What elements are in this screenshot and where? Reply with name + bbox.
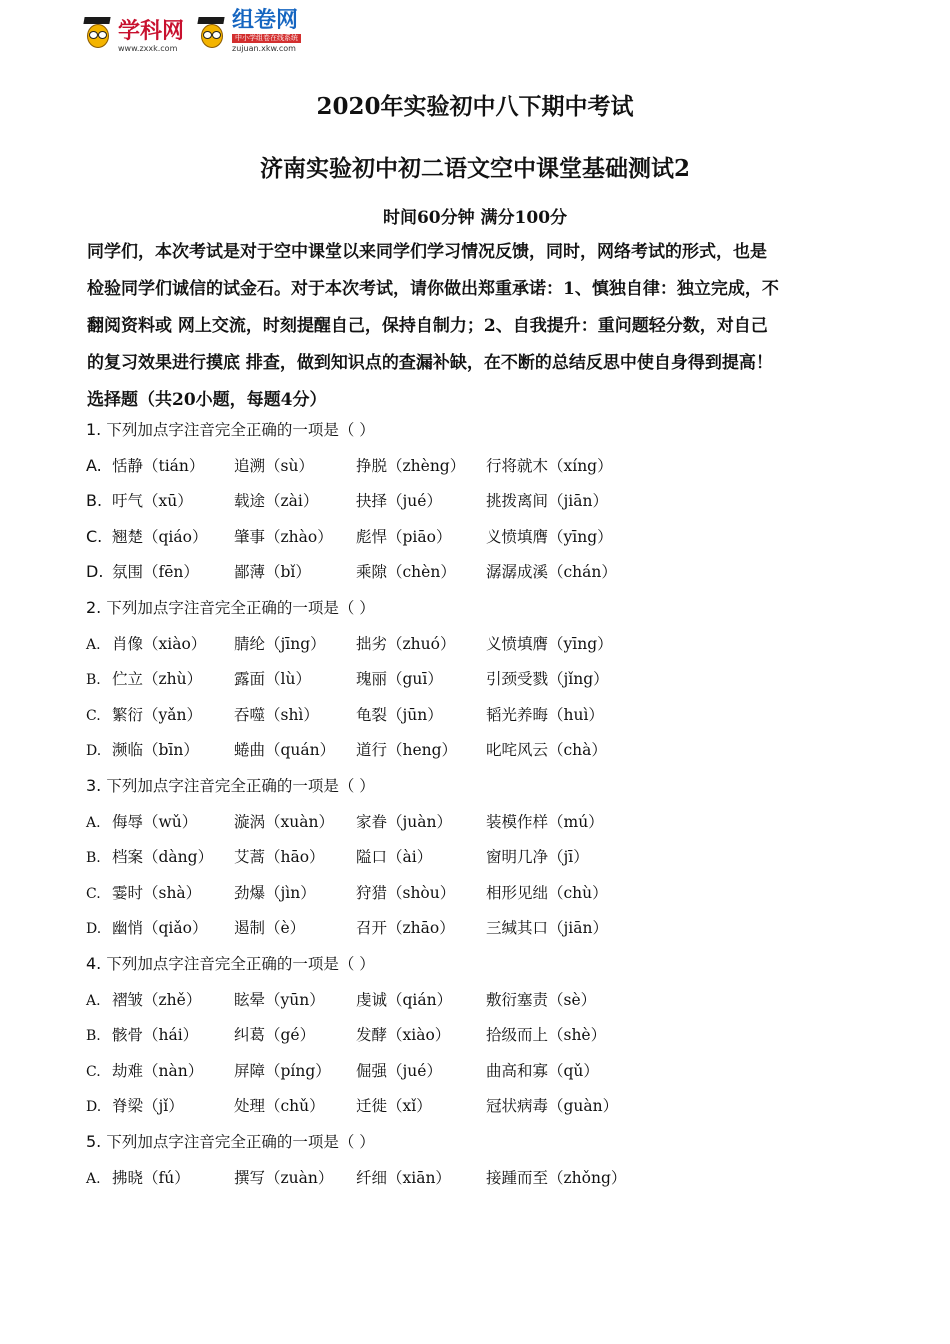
- option-word: 氛围（fēn）: [112, 563, 199, 582]
- option-word: 撰写（zuàn）: [234, 1168, 334, 1187]
- option-word: 召开（zhāo）: [356, 919, 455, 938]
- option-word: 接踵而至（zhǒng）: [486, 1168, 627, 1187]
- time-and-score: 时间60分钟 满分100分: [382, 208, 568, 228]
- option-label: B.: [86, 1028, 101, 1045]
- option-word: 相形见绌（chù）: [486, 883, 608, 902]
- option-word: 漩涡（xuàn）: [234, 812, 334, 831]
- option-row[interactable]: [86, 1059, 599, 1083]
- option-label: C.: [86, 885, 101, 902]
- option-word: 劲爆（jìn）: [234, 883, 316, 902]
- option-word: 吞噬（shì）: [234, 705, 319, 724]
- option-word: 处理（chǔ）: [234, 1097, 325, 1116]
- intro-line: 翻阅资料或 网上交流，时刻提醒自己，保持自制力；2、自我提升：重问题轻分数，对自己: [87, 316, 768, 336]
- option-row[interactable]: [86, 1166, 627, 1190]
- question-stem: [86, 1130, 375, 1154]
- brand-zujuanwang: [232, 10, 301, 53]
- option-word: 龟裂（jūn）: [356, 705, 443, 724]
- option-word: 载途（zài）: [234, 492, 319, 511]
- option-label: A.: [86, 814, 101, 831]
- option-word: 倔强（jué）: [356, 1061, 442, 1080]
- option-word: 窗明几净（jī）: [486, 848, 589, 867]
- option-word: 幽悄（qiǎo）: [112, 919, 208, 938]
- option-word: 家眷（juàn）: [356, 812, 453, 831]
- question-stem: [86, 774, 375, 798]
- question-stem: [86, 596, 375, 620]
- option-row[interactable]: [86, 881, 608, 905]
- option-word: 挣脱（zhèng）: [356, 456, 466, 475]
- option-word: 眩晕（yūn）: [234, 990, 325, 1009]
- option-row[interactable]: [86, 632, 613, 656]
- question-text: 下列加点字注音完全正确的一项是（ ）: [106, 421, 375, 439]
- brand-url: zujuan.xkw.com: [232, 44, 296, 53]
- option-row[interactable]: [86, 810, 604, 834]
- option-label: D.: [86, 1099, 102, 1116]
- option-word: 韬光养晦（huì）: [486, 705, 604, 724]
- option-label: C.: [86, 526, 103, 546]
- option-label: B.: [86, 672, 101, 689]
- option-row[interactable]: [86, 489, 608, 513]
- option-label: A.: [86, 992, 101, 1009]
- question-number: 3.: [86, 776, 107, 795]
- option-word: 彪悍（piāo）: [356, 527, 452, 546]
- option-word: 霎时（shà）: [112, 883, 202, 902]
- option-word: 义愤填膺（yīng）: [486, 634, 613, 653]
- option-word: 档案（dàng）: [112, 848, 214, 867]
- option-word: 鄙薄（bǐ）: [234, 563, 311, 582]
- option-word: 道行（heng）: [356, 741, 458, 760]
- option-word: 装模作样（mú）: [486, 812, 604, 831]
- option-word: 乘隙（chèn）: [356, 563, 456, 582]
- intro-line: 的复习效果进行摸底 排查，做到知识点的查漏补缺，在不断的总结反思中使自身得到提高！: [87, 353, 773, 373]
- option-row[interactable]: [86, 703, 604, 727]
- option-word: 艾蒿（hāo）: [234, 848, 325, 867]
- test-title: 济南实验初中初二语文空中课堂基础测试2: [259, 155, 690, 182]
- option-row[interactable]: [86, 667, 609, 691]
- section-title: 选择题（共20小题，每题4分）: [87, 390, 327, 410]
- question-text: 下列加点字注音完全正确的一项是（ ）: [106, 955, 375, 973]
- option-word: 肇事（zhào）: [234, 527, 333, 546]
- option-word: 纠葛（gé）: [234, 1026, 316, 1045]
- option-word: 狩猎（shòu）: [356, 883, 456, 902]
- option-word: 露面（lù）: [234, 670, 311, 689]
- question-text: 下列加点字注音完全正确的一项是（ ）: [106, 777, 375, 795]
- option-row[interactable]: [86, 525, 613, 549]
- option-label: A.: [86, 1170, 101, 1187]
- option-word: 发酵（xiào）: [356, 1026, 451, 1045]
- option-word: 吁气（xū）: [112, 492, 193, 511]
- option-word: 拾级而上（shè）: [486, 1026, 607, 1045]
- brand-url: www.zxxk.com: [118, 44, 178, 53]
- option-row[interactable]: [86, 1094, 619, 1118]
- option-word: 曲高和寡（qǔ）: [486, 1061, 599, 1080]
- option-word: 肖像（xiào）: [112, 634, 207, 653]
- intro-line: 检验同学们诚信的试金石。对于本次考试，请你做出郑重承诺：1、慎独自律：独立完成，不: [87, 279, 779, 299]
- option-row[interactable]: [86, 738, 607, 762]
- option-word: 三缄其口（jiān）: [486, 919, 608, 938]
- option-word: 追溯（sù）: [234, 456, 314, 475]
- option-word: 腈纶（jīng）: [234, 634, 326, 653]
- option-word: 潺潺成溪（chán）: [486, 563, 617, 582]
- question-number: 1.: [86, 420, 107, 439]
- option-label: D.: [86, 743, 102, 760]
- option-word: 迁徙（xǐ）: [356, 1097, 432, 1116]
- option-label: D.: [86, 921, 102, 938]
- mascot-icon: [84, 15, 110, 53]
- question-stem: [86, 952, 375, 976]
- option-word: 拂晓（fú）: [112, 1168, 190, 1187]
- brand-name: 学科网: [118, 19, 185, 44]
- option-word: 纤细（xiān）: [356, 1168, 451, 1187]
- question-number: 2.: [86, 598, 107, 617]
- question-text: 下列加点字注音完全正确的一项是（ ）: [106, 1133, 375, 1151]
- brand-name: 组卷网: [232, 8, 299, 33]
- option-row[interactable]: [86, 916, 608, 940]
- option-word: 脊梁（jǐ）: [112, 1097, 184, 1116]
- option-label: A.: [86, 455, 102, 475]
- option-word: 屏障（píng）: [234, 1061, 331, 1080]
- option-word: 侮辱（wǔ）: [112, 812, 198, 831]
- brand-xuekewang: [118, 21, 184, 53]
- option-word: 敷衍塞责（sè）: [486, 990, 597, 1009]
- option-word: 拙劣（zhuó）: [356, 634, 456, 653]
- option-word: 褶皱（zhě）: [112, 990, 202, 1009]
- brand-tag: 中小学组卷在线系统: [232, 34, 301, 43]
- option-word: 伫立（zhù）: [112, 670, 203, 689]
- option-row[interactable]: [86, 988, 597, 1012]
- option-word: 劫难（nàn）: [112, 1061, 204, 1080]
- option-word: 义愤填膺（yīng）: [486, 527, 613, 546]
- question-number: 5.: [86, 1132, 107, 1151]
- option-word: 恬静（tián）: [112, 456, 205, 475]
- intro-paragraph: [87, 234, 865, 382]
- option-word: 行将就木（xíng）: [486, 456, 613, 475]
- intro-line: 同学们，本次考试是对于空中课堂以来同学们学习情况反馈，同时，网络考试的形式，也是: [87, 242, 767, 262]
- option-row[interactable]: [86, 454, 613, 478]
- option-word: 遏制（è）: [234, 919, 306, 938]
- option-word: 冠状病毒（guàn）: [486, 1097, 619, 1116]
- option-row[interactable]: [86, 845, 589, 869]
- option-word: 蜷曲（quán）: [234, 741, 336, 760]
- option-word: 繁衍（yǎn）: [112, 705, 202, 724]
- option-word: 引颈受戮（jǐng）: [486, 670, 609, 689]
- option-label: B.: [86, 491, 103, 511]
- option-word: 瑰丽（guī）: [356, 670, 443, 689]
- option-word: 抉择（jué）: [356, 492, 442, 511]
- option-word: 骸骨（hái）: [112, 1026, 199, 1045]
- option-label: C.: [86, 707, 101, 724]
- option-label: C.: [86, 1063, 101, 1080]
- option-label: B.: [86, 850, 101, 867]
- option-word: 濒临（bīn）: [112, 741, 199, 760]
- option-label: D.: [86, 562, 104, 582]
- option-word: 叱咤风云（chà）: [486, 741, 607, 760]
- option-row[interactable]: [86, 1023, 607, 1047]
- exam-title: 2020年实验初中八下期中考试: [316, 93, 634, 120]
- option-label: A.: [86, 636, 101, 653]
- option-word: 隘口（ài）: [356, 848, 433, 867]
- option-word: 挑拨离间（jiān）: [486, 492, 608, 511]
- question-text: 下列加点字注音完全正确的一项是（ ）: [106, 599, 375, 617]
- logo-group: [84, 10, 301, 53]
- option-row[interactable]: [86, 560, 617, 584]
- option-word: 翘楚（qiáo）: [112, 527, 208, 546]
- option-word: 虔诚（qián）: [356, 990, 453, 1009]
- mascot-icon: [198, 15, 224, 53]
- question-number: 4.: [86, 954, 107, 973]
- question-stem: [86, 418, 375, 442]
